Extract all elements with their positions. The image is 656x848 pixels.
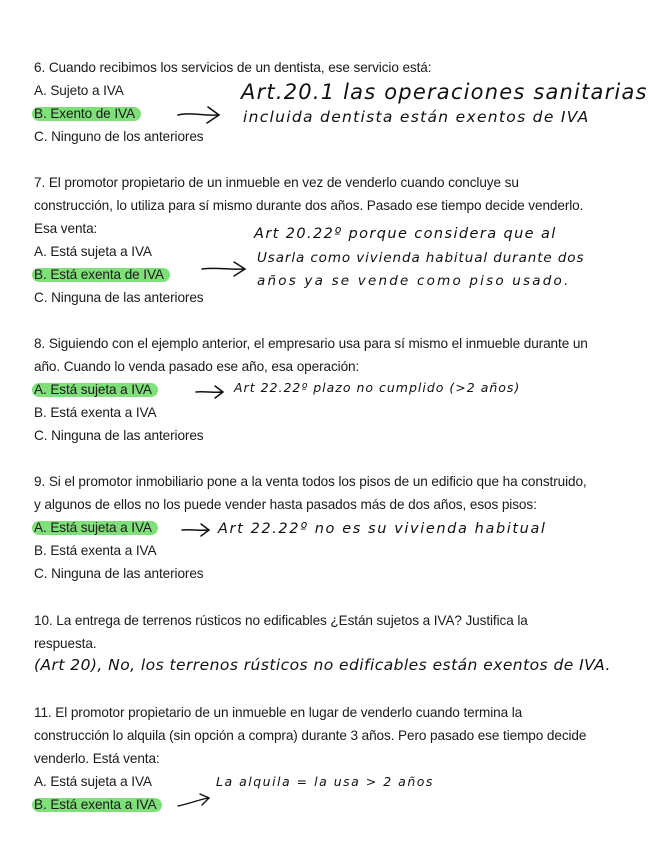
arrow-icon <box>176 102 224 128</box>
question-11-text-line2: construcción lo alquila (sin opción a compra) durante 3 años. Pero pasado ese tiempo decide <box>34 728 587 743</box>
question-9-text-line2: y algunos de ellos no los puede vender hasta pasados más de dos años, esos pisos: <box>34 497 537 512</box>
question-10-text-line1: 10. La entrega de terrenos rústicos no edificables ¿Están sujetos a IVA? Justifica la <box>34 613 528 628</box>
handwritten-note-9: Art 22.22º no es su vivienda habitual <box>218 521 547 537</box>
question-7-option-a: A. Está sujeta a IVA <box>34 244 152 259</box>
question-6-option-c: C. Ninguno de los anteriores <box>34 129 204 144</box>
question-7-text-line2: construcción, lo utiliza para sí mismo durante dos años. Pasado ese tiempo decide venderlo. <box>34 198 584 213</box>
highlight-mark: B. Está exenta a IVA <box>32 798 162 812</box>
handwritten-note-10: (Art 20), No, los terrenos rústicos no edificables están exentos de IVA. <box>34 656 611 674</box>
highlight-mark: A. Está sujeta a IVA <box>32 521 158 535</box>
handwritten-note-7-line2: Usarla como vivienda habitual durante dos <box>257 250 585 266</box>
handwritten-note-8: Art 22.22º plazo no cumplido (>2 años) <box>234 380 521 395</box>
question-11-option-a: A. Está sujeta a IVA <box>34 774 152 789</box>
question-8-text-line2: año. Cuando lo venda pasado ese año, esa operación: <box>34 359 360 374</box>
question-10 <box>34 609 634 655</box>
question-9-text-line1: 9. Si el promotor inmobiliario pone a la venta todos los pisos de un edificio que ha construido, <box>34 474 587 489</box>
question-11 <box>34 701 634 816</box>
question-10-text-line2: respuesta. <box>34 636 97 651</box>
question-11-text-line3: venderlo. Está venta: <box>34 751 160 766</box>
arrow-icon <box>176 788 216 812</box>
arrow-icon <box>194 383 228 401</box>
handwritten-note-6-line2: incluida dentista están exentos de IVA <box>243 108 590 126</box>
arrow-icon <box>200 258 250 280</box>
question-6-option-a: A. Sujeto a IVA <box>34 83 124 98</box>
handwritten-note-7-line1: Art 20.22º porque considera que al <box>254 226 557 242</box>
handwritten-note-11: La alquila = la usa > 2 años <box>216 774 434 789</box>
question-11-text-line1: 11. El promotor propietario de un inmueble en lugar de venderlo cuando termina la <box>34 705 523 720</box>
question-8-option-b: B. Está exenta a IVA <box>34 405 157 420</box>
arrow-icon <box>180 521 214 539</box>
question-6-text: 6. Cuando recibimos los servicios de un dentista, ese servicio está: <box>34 60 432 75</box>
question-7-text-line3: Esa venta: <box>34 221 98 236</box>
highlight-mark: B. Exento de IVA <box>32 107 141 121</box>
question-7-text-line1: 7. El promotor propietario de un inmueble en vez de venderlo cuando concluye su <box>34 175 519 190</box>
highlight-mark: A. Está sujeta a IVA <box>32 383 158 397</box>
question-11-option-b <box>34 793 634 816</box>
question-9-option-c: C. Ninguna de las anteriores <box>34 566 204 581</box>
question-7-option-c: C. Ninguna de las anteriores <box>34 290 204 305</box>
handwritten-note-7-line3: años ya se vende como piso usado. <box>257 273 571 289</box>
question-8-text-line1: 8. Siguiendo con el ejemplo anterior, el empresario usa para sí mismo el inmueble durante un <box>34 336 588 351</box>
handwritten-note-6-line1: Art.20.1 las operaciones sanitarias <box>241 80 648 104</box>
highlight-mark: B. Está exenta de IVA <box>32 268 170 282</box>
question-9-option-b: B. Está exenta a IVA <box>34 543 157 558</box>
question-8-option-c: C. Ninguna de las anteriores <box>34 428 204 443</box>
